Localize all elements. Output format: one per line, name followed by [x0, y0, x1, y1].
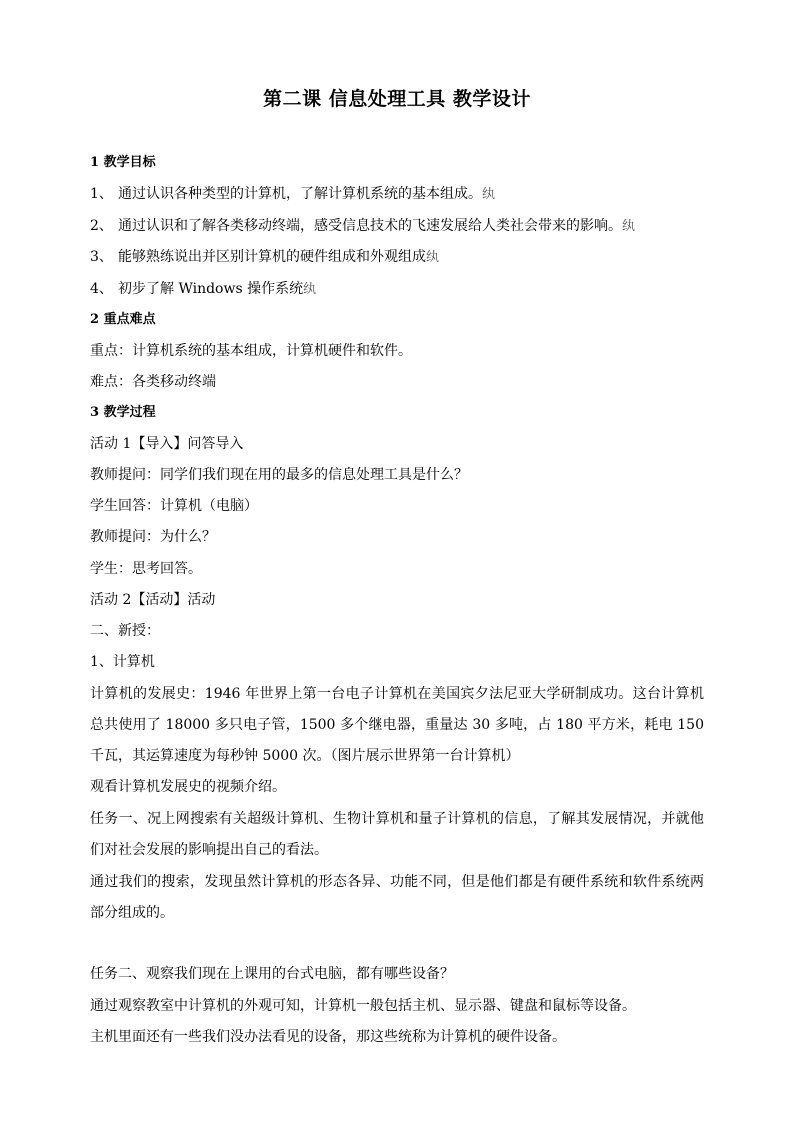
stray-mark: 纨 [426, 250, 440, 265]
stray-mark: 纨 [303, 282, 317, 297]
section-heading-objectives: 1 教学目标 [90, 155, 156, 170]
new-lesson-heading: 二、新授： [90, 623, 160, 639]
task-2-observation: 通过观察教室中计算机的外观可知，计算机一般包括主机、显示器、键盘和鼠标等设备。 [90, 998, 636, 1014]
objective-item-2 [90, 216, 635, 237]
activity-2-line: 活动 2【活动】活动 [90, 592, 216, 608]
objective-item-3 [90, 247, 439, 268]
objective-text: 初步了解 Windows 操作系统 [118, 281, 304, 297]
section-heading-key-points: 2 重点难点 [90, 312, 156, 327]
task-2-line: 任务二、观察我们现在上课用的台式电脑，都有哪些设备？ [90, 966, 454, 982]
student-answer-1: 学生回答：计算机（电脑） [90, 498, 258, 514]
task-2-host-devices: 主机里面还有一些我们没办法看见的设备，那这些统称为计算机的硬件设备。 [90, 1029, 566, 1045]
objective-number: 1、 [90, 186, 113, 202]
computer-history-paragraph: 计算机的发展史：1946 年世界上第一台电子计算机在美国宾夕法尼亚大学研制成功。这台计算机总共使用了 18000 多只电子管，1500 多个继电器，重量达 30 多吨，占 180 平方米，耗电 150 千瓦，其运算速度为每秒钟 5000 次。（图片展示世界第一台计算机） [90, 686, 704, 764]
task-1-result-paragraph: 通过我们的搜索，发现虽然计算机的形态各异、功能不同，但是他们都是有硬件系统和软件系统两部分组成的。 [90, 874, 704, 921]
objective-number: 2、 [90, 218, 113, 234]
objective-number: 4、 [90, 281, 113, 297]
task-1-paragraph: 任务一、况上网搜索有关超级计算机、生物计算机和量子计算机的信息，了解其发展情况，并就他们对社会发展的影响提出自己的看法。 [90, 811, 704, 858]
teacher-question-1: 教师提问：同学们我们现在用的最多的信息处理工具是什么？ [90, 467, 468, 483]
student-answer-2: 学生：思考回答。 [90, 561, 202, 577]
objective-text: 通过认识各种类型的计算机，了解计算机系统的基本组成。 [118, 186, 482, 202]
teacher-question-2: 教师提问：为什么？ [90, 529, 216, 545]
objective-text: 通过认识和了解各类移动终端，感受信息技术的飞速发展给人类社会带来的影响。 [118, 218, 622, 234]
key-point-text: 重点：计算机系统的基本组成，计算机硬件和软件。 [90, 343, 412, 359]
video-line: 观看计算机发展史的视频介绍。 [90, 779, 286, 795]
objective-item-1 [90, 184, 495, 205]
subheading-computer: 1、计算机 [90, 654, 155, 670]
activity-1-line: 活动 1【导入】问答导入 [90, 436, 244, 452]
objective-text: 能够熟练说出并区别计算机的硬件组成和外观组成 [118, 249, 426, 265]
stray-mark: 纨 [622, 219, 636, 234]
objective-number: 3、 [90, 249, 113, 265]
section-heading-process: 3 教学过程 [90, 405, 156, 420]
stray-mark: 纨 [482, 187, 496, 202]
document-title: 第二课 信息处理工具 教学设计 [263, 88, 531, 110]
objective-item-4 [90, 279, 316, 300]
difficulty-text: 难点：各类移动终端 [90, 374, 216, 390]
